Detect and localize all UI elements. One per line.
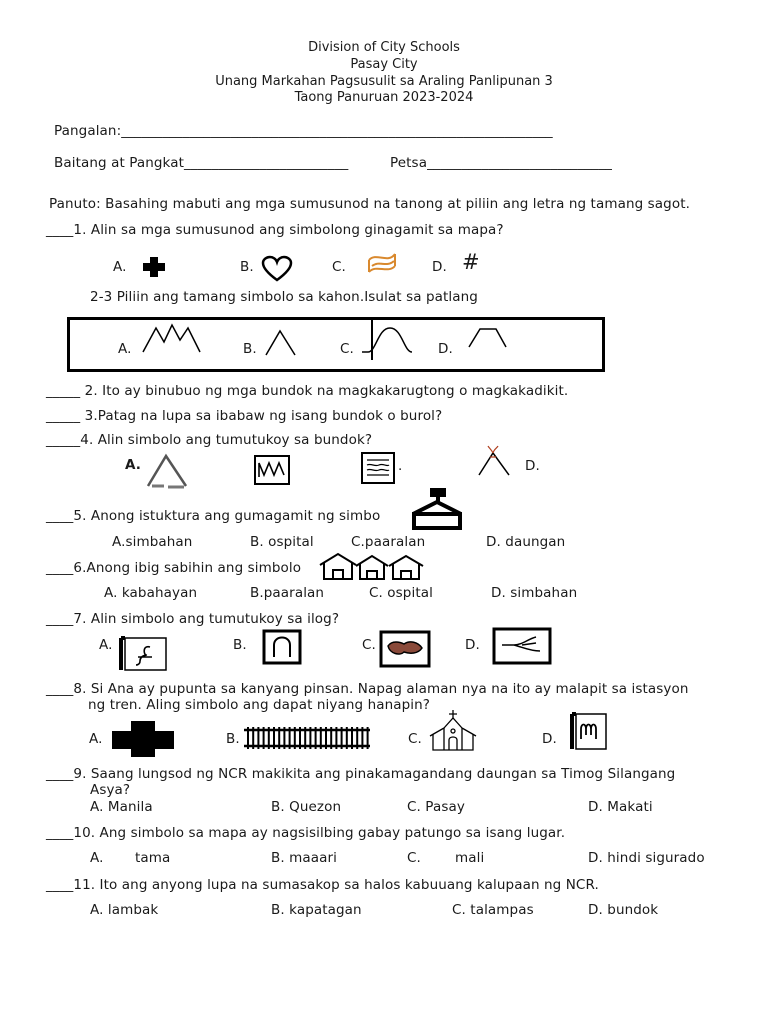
header-exam-title: Unang Markahan Pagsusulit sa Araling Panlipunan 3 <box>215 74 553 89</box>
q10-choice-d: D. hindi sigurado <box>588 850 705 866</box>
question-2-3-instruction: 2-3 Piliin ang tamang simbolo sa kahon.Isulat sa patlang <box>90 289 478 305</box>
header-city: Pasay City <box>350 57 418 72</box>
q9-choice-c: C. Pasay <box>407 799 465 815</box>
question-9-line-2: Asya? <box>90 782 131 798</box>
q5-choice-d: D. daungan <box>486 534 566 550</box>
q1-choice-c-label: C. <box>332 259 346 275</box>
question-2: _____ 2. Ito ay binubuo ng mga bundok na magkakarugtong o magkakadikit. <box>46 383 569 399</box>
question-6: ____6.Anong ibig sabihin ang simbolo <box>46 560 302 576</box>
q7-choice-b-label: B. <box>233 637 247 653</box>
question-8-line-2: ng tren. Aling simbolo ang dapat niyang hanapin? <box>88 697 431 713</box>
q9-choice-d: D. Makati <box>588 799 653 815</box>
q5-choice-c: C.paaralan <box>351 534 426 550</box>
arch-box-icon <box>262 629 302 665</box>
cross-icon <box>143 257 165 277</box>
q2-3-choice-d-label: D. <box>438 341 453 357</box>
wave-box-icon <box>361 452 397 484</box>
q4-choice-a-label: A. <box>125 457 142 473</box>
q11-choice-b: B. kapatagan <box>271 902 362 918</box>
q8-choice-c-label: C. <box>408 731 422 747</box>
q6-choice-d: D. simbahan <box>491 585 578 601</box>
q6-choice-c: C. ospital <box>369 585 433 601</box>
branch-river-box-icon <box>492 627 552 665</box>
question-4: _____4. Alin simbolo ang tumutukoy sa bundok? <box>46 432 373 448</box>
q7-choice-c-label: C. <box>362 637 376 653</box>
q9-choice-b: B. Quezon <box>271 799 342 815</box>
question-9-line-1: ____9. Saang lungsod ng NCR makikita ang pinakamagandang daungan sa Timog Silangang <box>46 766 676 782</box>
q10-choice-a-label: A. <box>90 850 104 866</box>
q8-choice-b-label: B. <box>226 731 240 747</box>
question-5: ____5. Anong istuktura ang gumagamit ng simbo <box>46 508 381 524</box>
mountain-icon <box>144 454 194 490</box>
q5-choice-b: B. ospital <box>250 534 314 550</box>
header-division: Division of City Schools <box>308 40 460 55</box>
q1-choice-a-label: A. <box>113 259 127 275</box>
q5-choice-a: A.simbahan <box>112 534 193 550</box>
question-8-line-1: ____8. Si Ana ay pupunta sa kanyang pinsan. Napag alaman nya na ito ay malapit sa istasyon <box>46 681 689 697</box>
lake-box-icon <box>378 630 432 668</box>
river-symbol-icon <box>366 250 398 274</box>
hash-symbol: # <box>462 250 480 274</box>
church-building-icon <box>410 488 464 530</box>
q10-choice-c-label: C. <box>407 850 421 866</box>
question-1: ____1. Alin sa mga sumusunod ang simbolong ginagamit sa mapa? <box>46 222 504 238</box>
wave-box-icon <box>570 711 608 751</box>
mountain-icon <box>265 330 297 356</box>
church-icon <box>428 710 478 752</box>
q10-choice-a-text: tama <box>135 850 171 866</box>
q4-choice-c-label: . <box>398 458 403 474</box>
question-7: ____7. Alin simbolo ang tumutukoy sa ilog? <box>46 611 340 627</box>
instructions: Panuto: Basahing mabuti ang mga sumusunod na tanong at piliin ang letra ng tamang sagot. <box>49 196 690 212</box>
grade-section-field[interactable]: Baitang at Pangkat________________________ <box>54 155 349 171</box>
q1-choice-d-label: D. <box>432 259 447 275</box>
q2-3-choice-a-label: A. <box>118 341 132 357</box>
date-field[interactable]: Petsa___________________________ <box>390 155 613 171</box>
zigzag-box-icon <box>254 455 290 485</box>
q11-choice-a: A. lambak <box>90 902 159 918</box>
q9-choice-a: A. Manila <box>90 799 153 815</box>
q4-choice-d-label: D. <box>525 458 540 474</box>
hill-icon <box>360 320 415 360</box>
q7-choice-a-label: A. <box>99 637 113 653</box>
name-field[interactable]: Pangalan:_______________________________________________________________ <box>54 123 553 139</box>
question-11: ____11. Ito ang anyong lupa na sumasakop sa halos kabuuang kalupaan ng NCR. <box>46 877 599 893</box>
q1-choice-b-label: B. <box>240 259 254 275</box>
cross-icon <box>112 721 174 757</box>
q2-3-choice-c-label: C. <box>340 341 354 357</box>
q2-3-choice-b-label: B. <box>243 341 257 357</box>
q8-choice-d-label: D. <box>542 731 557 747</box>
q7-choice-d-label: D. <box>465 637 480 653</box>
heart-icon <box>262 257 292 281</box>
q6-choice-a: A. kabahayan <box>104 585 198 601</box>
question-10: ____10. Ang simbolo sa mapa ay nagsisilbing gabay patungo sa isang lugar. <box>46 825 566 841</box>
q8-choice-a-label: A. <box>89 731 103 747</box>
q10-choice-c-text: mali <box>455 850 485 866</box>
volcano-icon <box>476 445 512 477</box>
q10-choice-b: B. maaari <box>271 850 338 866</box>
railroad-icon <box>244 725 370 751</box>
plateau-icon <box>468 327 508 349</box>
header-school-year: Taong Panuruan 2023-2024 <box>294 90 474 105</box>
river-box-icon <box>120 635 168 671</box>
question-3: _____ 3.Patag na lupa sa ibabaw ng isang bundok o burol? <box>46 408 443 424</box>
q6-choice-b: B.paaralan <box>250 585 325 601</box>
q11-choice-c: C. talampas <box>452 902 534 918</box>
q11-choice-d: D. bundok <box>588 902 659 918</box>
mountain-range-icon <box>142 322 202 354</box>
houses-icon <box>319 553 425 581</box>
